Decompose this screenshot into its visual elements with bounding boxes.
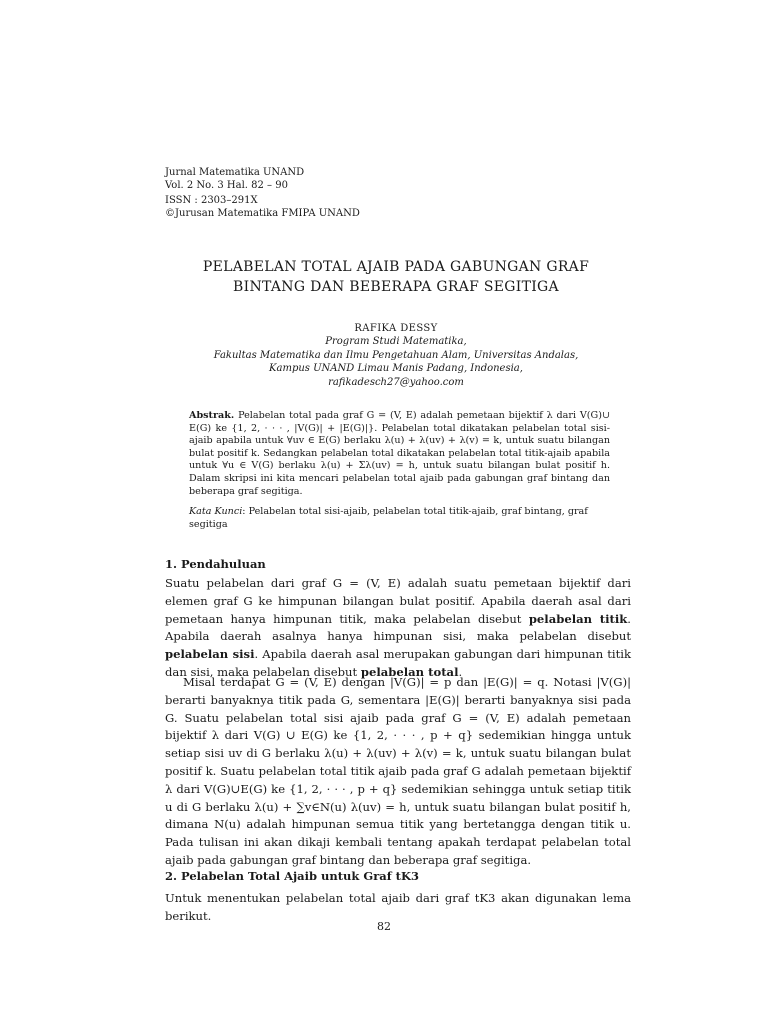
title-line-2: BINTANG DAN BEBERAPA GRAF SEGITIGA (233, 279, 559, 295)
keywords (189, 506, 610, 531)
para1-part-c: . Apabila daerah asalnya hanya himpunan sisi, maka pelabelan disebut (165, 611, 631, 644)
journal-header (165, 166, 485, 220)
title-line-1: PELABELAN TOTAL AJAIB PADA GABUNGAN GRAF (202, 259, 590, 275)
para1-part-a: Suatu pelabelan dari graf G = (V, E) adalah suatu pemetaan bijektif dari elemen graf G ke himpunan bilangan bulat positif. Apabila daerah asal dari pemetaan hanya himpunan titik, maka pelabelan disebut (165, 576, 631, 626)
author-email[interactable]: rafikadesch27@yahoo.com (328, 376, 464, 388)
affiliation-line-1: Program Studi Matematika, (325, 336, 467, 347)
issn-line: ISSN : 2303–291X (165, 195, 258, 206)
section-1-heading: 1. Pendahuluan (165, 557, 266, 571)
affiliation-line-3: Kampus UNAND Limau Manis Padang, Indonesia, (269, 363, 523, 374)
section-2-paragraph-1: Untuk menentukan pelabelan total ajaib dari graf tK3 akan digunakan lema berikut. (165, 891, 631, 923)
copyright-line: ©Jurusan Matematika FMIPA UNAND (165, 208, 360, 219)
author-name: RAFIKA DESSY (354, 323, 438, 334)
abstract (189, 410, 610, 498)
abstract-text: Pelabelan total pada graf G = (V, E) adalah pemetaan bijektif λ dari V(G)∪ E(G) ke {1, 2, · · · , |V(G)| + |E(G)|}. Pelabelan total dikatakan pelabelan total sisi-ajaib apabila untuk ∀uv ∈ E(G) berlaku λ(u) + λ(uv) + λ(v) = k, untuk suatu bilangan bulat positif k. Sedangkan pelabelan total dikatakan pelabelan total titik-ajaib apabila untuk ∀u ∈ V(G) berlaku λ(u) + Σλ(uv) = h, untuk suatu bilangan bulat positif h. Dalam skripsi ini kita mencari pelabelan total ajaib pada gabungan graf bintang dan beberapa graf segitiga. (189, 410, 610, 497)
section-2-heading: 2. Pelabelan Total Ajaib untuk Graf tK3 (165, 869, 419, 883)
keywords-text: : Pelabelan total sisi-ajaib, pelabelan total titik-ajaib, graf bintang, graf segitiga (189, 506, 588, 530)
term-pelabelan-titik: pelabelan titik (528, 611, 628, 626)
volume-line: Vol. 2 No. 3 Hal. 82 – 90 (165, 180, 288, 191)
author-affiliation (120, 335, 672, 389)
keywords-label: Kata Kunci (189, 506, 243, 517)
abstract-label: Abstrak. (189, 410, 235, 421)
term-pelabelan-total: pelabelan total (360, 664, 459, 679)
para1-part-e: . Apabila daerah asal merupakan gabungan dari himpunan titik dan sisi, maka pelabelan disebut (165, 647, 631, 679)
para1-part-g: . (458, 664, 463, 679)
section-1-paragraph-2: Misal terdapat G = (V, E) dengan |V(G)| = p dan |E(G)| = q. Notasi |V(G)| berarti banyaknya titik pada G, sementara |E(G)| berarti banyaknya sisi pada G. Suatu pelabelan total sisi ajaib pada graf G = (V, E) adalah pemetaan bijektif λ dari V(G) ∪ E(G) ke {1, 2, · · · , p + q} sedemikian hingga untuk setiap sisi uv di G berlaku λ(u) + λ(uv) + λ(v) = k, untuk suatu bilangan bulat positif k. Suatu pelabelan total titik ajaib pada graf G adalah pemetaan bijektif λ dari V(G)∪E(G) ke {1, 2, · · · , p + q} sedemikian sehingga untuk setiap titik u di G berlaku λ(u) + ∑v∈N(u) λ(uv) = h, untuk suatu bilangan bulat positif h, dimana N(u) adalah himpunan semua titik yang bertetangga dengan titik u. Pada tulisan ini akan dikaji kembali tentang apakah terdapat pelabelan total ajaib pada gabungan graf bintang dan beberapa graf segitiga. (165, 675, 631, 867)
term-pelabelan-sisi: pelabelan sisi (165, 647, 255, 662)
journal-name: Jurnal Matematika UNAND (165, 167, 305, 178)
section-1-paragraph-1 (165, 575, 631, 682)
page-number: 82 (377, 920, 391, 933)
affiliation-line-2: Fakultas Matematika dan Ilmu Pengetahuan Alam, Universitas Andalas, (213, 349, 579, 361)
paper-title (120, 257, 672, 297)
